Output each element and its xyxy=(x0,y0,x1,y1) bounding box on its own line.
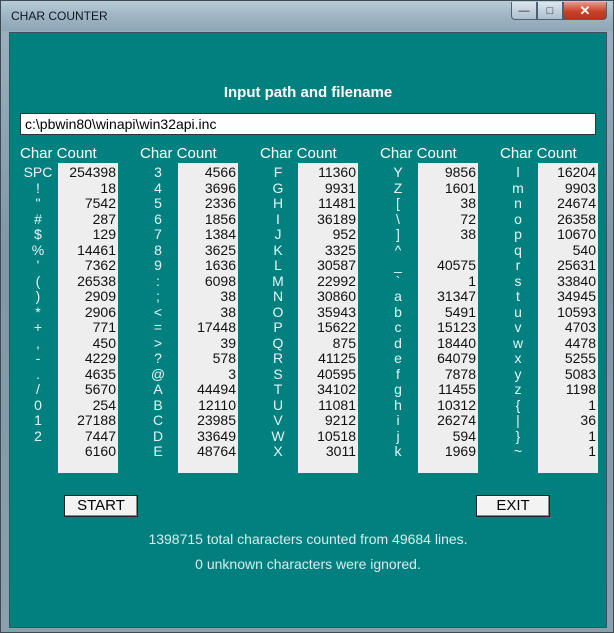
char-count: 5670 xyxy=(84,381,116,397)
char-count: 36 xyxy=(580,412,596,428)
char-label: I xyxy=(276,210,280,227)
char-label: 4 xyxy=(154,179,162,196)
char-label: X xyxy=(273,443,283,459)
char-count xyxy=(418,243,476,259)
char-label: K xyxy=(273,241,283,258)
char-label: 8 xyxy=(154,241,162,258)
char-label: $ xyxy=(34,226,42,242)
char-count: 5491 xyxy=(444,303,476,320)
char-label: ; xyxy=(156,288,160,304)
char-label: G xyxy=(272,179,284,196)
char-count: 11360 xyxy=(318,164,356,180)
char-count: 38 xyxy=(460,226,476,242)
char-count: 9212 xyxy=(324,412,356,428)
char-count: 6098 xyxy=(204,272,236,289)
column-header: Char Count xyxy=(140,145,217,162)
char-count: 254 xyxy=(92,396,116,413)
char-count: 1384 xyxy=(204,226,236,242)
maximize-icon: □ xyxy=(546,4,554,17)
char-count: 4635 xyxy=(84,365,116,382)
char-label: ] xyxy=(396,226,400,242)
char-count: 287 xyxy=(92,210,116,227)
char-count: 9856 xyxy=(444,164,476,180)
column-header: Char Count xyxy=(380,145,457,162)
char-label: Y xyxy=(393,164,403,180)
char-label: D xyxy=(152,427,164,444)
char-count: 10670 xyxy=(557,226,596,242)
char-count: 23985 xyxy=(197,412,236,428)
char-label: ? xyxy=(154,350,162,366)
char-count: 18440 xyxy=(437,334,476,351)
char-label: j xyxy=(396,427,400,444)
char-count: 7542 xyxy=(84,195,116,211)
char-label: \ xyxy=(396,210,400,227)
char-count: 1 xyxy=(588,443,596,459)
char-count: 48764 xyxy=(197,443,236,459)
char-label: 2 xyxy=(34,427,42,444)
char-label: R xyxy=(272,350,284,366)
char-count: 10518 xyxy=(317,427,356,444)
char-count: 40575 xyxy=(437,257,476,273)
char-label: T xyxy=(273,381,283,397)
char-label: ' xyxy=(36,257,40,273)
char-label: O xyxy=(272,303,284,320)
char-label: 0 xyxy=(34,396,42,413)
char-label: C xyxy=(152,412,164,428)
char-count: 15123 xyxy=(437,319,476,335)
column-header: Char Count xyxy=(20,145,97,162)
char-label: t xyxy=(516,288,520,304)
char-count: 33840 xyxy=(557,272,596,289)
char-count: 22992 xyxy=(317,272,356,289)
char-count: 16204 xyxy=(557,164,596,180)
char-count: 72 xyxy=(460,210,476,227)
char-label: % xyxy=(31,241,45,258)
char-count: 18 xyxy=(100,179,116,196)
char-label: s xyxy=(514,272,522,289)
char-count: 3325 xyxy=(324,241,356,258)
char-label: x xyxy=(514,350,522,366)
char-label: m xyxy=(512,179,524,196)
char-label: ` xyxy=(395,272,401,289)
char-label: o xyxy=(514,210,522,227)
minimize-button[interactable] xyxy=(511,2,537,20)
char-label: c xyxy=(394,319,402,335)
char-label: J xyxy=(274,226,282,242)
title-bar[interactable] xyxy=(1,1,613,31)
status-unknown: 0 unknown characters were ignored. xyxy=(195,556,421,572)
char-label: [ xyxy=(396,195,400,211)
column-header: Char Count xyxy=(500,145,577,162)
status-total: 1398715 total characters counted from 49684 lines. xyxy=(148,531,468,547)
char-label: - xyxy=(35,350,41,366)
char-count: 4703 xyxy=(564,319,596,335)
char-label: b xyxy=(394,303,402,320)
char-label: @ xyxy=(150,365,166,382)
char-count: 7878 xyxy=(444,365,476,382)
char-label: L xyxy=(274,257,282,273)
char-label: { xyxy=(515,396,521,413)
char-count: 1636 xyxy=(204,257,236,273)
char-label: Q xyxy=(272,334,284,351)
char-label: 9 xyxy=(154,257,162,273)
char-count: 1198 xyxy=(565,381,596,397)
char-label: / xyxy=(36,381,40,397)
char-count: 36189 xyxy=(317,210,356,227)
char-label: k xyxy=(394,443,402,459)
exit-button[interactable]: EXIT xyxy=(476,495,550,517)
char-count: 1601 xyxy=(444,179,476,196)
char-label: ! xyxy=(36,179,40,196)
char-count: 7362 xyxy=(84,257,116,273)
char-count: 3 xyxy=(228,365,236,382)
char-count: 450 xyxy=(92,334,116,351)
char-count: 10312 xyxy=(437,396,476,413)
char-label: 1 xyxy=(34,412,42,428)
char-count: 7447 xyxy=(84,427,116,444)
char-label: 6 xyxy=(154,210,162,227)
char-count: 3625 xyxy=(204,241,236,258)
char-label: = xyxy=(153,319,163,335)
char-label: Z xyxy=(393,179,403,196)
char-count: 44494 xyxy=(197,381,236,397)
char-count: 4566 xyxy=(204,164,236,180)
char-count: 5255 xyxy=(564,350,596,366)
char-label: n xyxy=(514,195,522,211)
char-label: N xyxy=(272,288,284,304)
char-count: 26538 xyxy=(77,272,116,289)
char-count: 3696 xyxy=(204,179,236,196)
char-count: 11481 xyxy=(318,195,356,211)
char-count: 6160 xyxy=(84,443,116,459)
char-label: u xyxy=(514,303,522,320)
char-count: 875 xyxy=(332,334,356,351)
window-controls xyxy=(511,2,607,20)
char-label: e xyxy=(394,350,402,366)
char-count: 41125 xyxy=(318,350,356,366)
char-count: 30860 xyxy=(317,288,356,304)
char-label: z xyxy=(514,381,522,397)
char-label: < xyxy=(153,303,163,320)
char-count: 14461 xyxy=(77,241,116,258)
char-label: ^ xyxy=(394,241,402,258)
char-count: 38 xyxy=(220,288,236,304)
char-count: 2906 xyxy=(84,303,116,320)
char-count: 1 xyxy=(588,427,596,444)
char-label: SPC xyxy=(23,164,53,180)
column-header: Char Count xyxy=(260,145,337,162)
char-count: 1 xyxy=(588,396,596,413)
char-label: 5 xyxy=(154,195,162,211)
char-label: w xyxy=(512,334,524,351)
char-label: V xyxy=(273,412,283,428)
window-title: CHAR COUNTER xyxy=(11,9,108,23)
char-count: 540 xyxy=(572,241,596,258)
char-label: E xyxy=(153,443,163,459)
char-count: 34945 xyxy=(557,288,596,304)
char-count: 9931 xyxy=(324,179,356,196)
char-label: H xyxy=(272,195,284,211)
char-count: 952 xyxy=(332,226,356,242)
char-label: B xyxy=(153,396,163,413)
char-label: S xyxy=(273,365,283,382)
char-count: 34102 xyxy=(317,381,356,397)
char-label: + xyxy=(33,319,43,335)
char-label: 7 xyxy=(154,226,162,242)
char-count: 1856 xyxy=(204,210,236,227)
char-label: d xyxy=(394,334,402,351)
char-count: 33649 xyxy=(197,427,236,444)
char-count: 35943 xyxy=(317,303,356,320)
char-label: q xyxy=(514,241,522,258)
char-label: F xyxy=(273,164,283,180)
char-label: : xyxy=(156,272,160,289)
char-label: * xyxy=(35,303,41,320)
close-button[interactable] xyxy=(563,2,607,20)
char-label: # xyxy=(34,210,42,227)
char-count: 594 xyxy=(452,427,476,444)
char-count: 578 xyxy=(212,350,236,366)
char-count: 11081 xyxy=(318,396,356,413)
char-label: U xyxy=(272,396,284,413)
char-count: 25631 xyxy=(557,257,596,273)
char-count: 1969 xyxy=(444,443,476,459)
char-count: 5083 xyxy=(564,365,596,382)
char-label: g xyxy=(394,381,402,397)
char-count: 17448 xyxy=(197,319,236,335)
char-label: h xyxy=(394,396,402,413)
char-label: , xyxy=(36,334,40,351)
char-count: 4478 xyxy=(564,334,596,351)
char-label: " xyxy=(35,195,41,211)
char-count: 9903 xyxy=(564,179,596,196)
char-count: 26274 xyxy=(437,412,476,428)
char-count: 1 xyxy=(468,272,476,289)
start-button[interactable]: START xyxy=(64,495,138,517)
char-label: P xyxy=(273,319,283,335)
char-label: A xyxy=(153,381,163,397)
char-label: v xyxy=(514,319,522,335)
char-count: 3011 xyxy=(325,443,356,459)
client-area xyxy=(9,32,607,628)
char-label: a xyxy=(394,288,402,304)
char-count: 39 xyxy=(220,334,236,351)
char-label: M xyxy=(272,272,284,289)
char-label: l xyxy=(516,164,520,180)
char-label: ( xyxy=(35,272,41,289)
char-count: 129 xyxy=(92,226,116,242)
char-label: i xyxy=(396,412,400,428)
char-count: 31347 xyxy=(437,288,476,304)
char-count: 26358 xyxy=(557,210,596,227)
char-count: 4229 xyxy=(84,350,116,366)
char-label: . xyxy=(36,365,40,382)
char-label: | xyxy=(516,412,520,428)
char-count: 2909 xyxy=(84,288,116,304)
char-label: ~ xyxy=(513,443,523,459)
char-label: p xyxy=(514,226,522,242)
char-count: 38 xyxy=(220,303,236,320)
char-count: 15622 xyxy=(317,319,356,335)
char-count: 11455 xyxy=(438,381,476,397)
char-label: y xyxy=(514,365,522,382)
minimize-icon: — xyxy=(518,4,530,17)
char-label: _ xyxy=(394,257,402,273)
char-count: 40595 xyxy=(317,365,356,382)
char-label: } xyxy=(515,427,521,444)
char-count: 30587 xyxy=(317,257,356,273)
char-count: 12110 xyxy=(198,396,236,413)
char-label: W xyxy=(271,427,285,444)
char-count: 10593 xyxy=(557,303,596,320)
input-heading: Input path and filename xyxy=(223,84,393,101)
char-count: 24674 xyxy=(557,195,596,211)
char-count: 64079 xyxy=(437,350,476,366)
char-label: 3 xyxy=(154,164,162,180)
char-count: 38 xyxy=(460,195,476,211)
char-count: 27188 xyxy=(77,412,116,428)
close-icon: ✕ xyxy=(579,2,591,18)
char-count: 771 xyxy=(92,319,116,335)
char-count: 2336 xyxy=(204,195,236,211)
path-input[interactable] xyxy=(20,113,596,135)
char-count: 254398 xyxy=(69,164,116,180)
char-label: r xyxy=(515,257,521,273)
char-label: ) xyxy=(35,288,41,304)
char-label: f xyxy=(396,365,400,382)
maximize-button[interactable] xyxy=(537,2,563,20)
char-label: > xyxy=(153,334,163,351)
